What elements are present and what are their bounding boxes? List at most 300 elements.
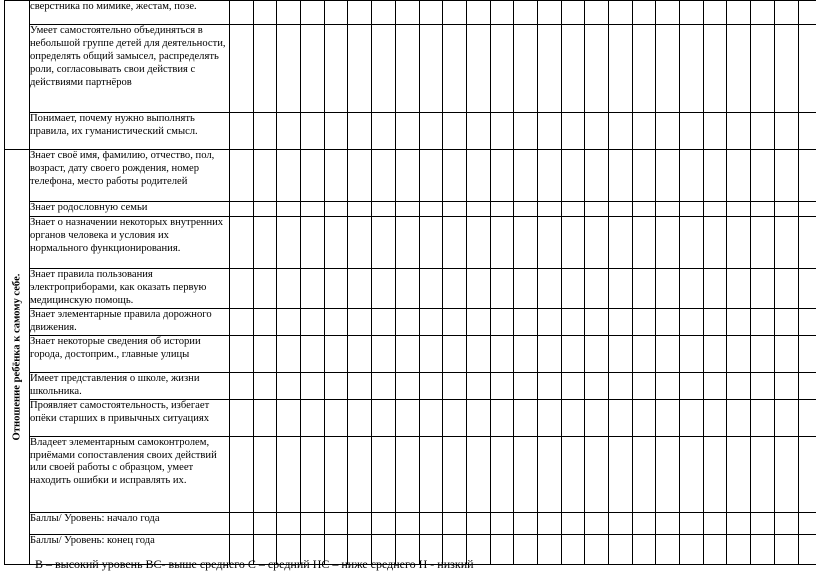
score-cell[interactable]: [751, 25, 775, 113]
score-cell[interactable]: [585, 512, 609, 534]
score-cell[interactable]: [372, 1, 396, 25]
score-cell[interactable]: [514, 269, 538, 309]
score-cell[interactable]: [774, 399, 798, 436]
score-cell[interactable]: [253, 269, 277, 309]
score-cell[interactable]: [656, 436, 680, 512]
score-cell[interactable]: [798, 25, 816, 113]
score-cell[interactable]: [774, 269, 798, 309]
score-cell[interactable]: [253, 202, 277, 217]
score-cell[interactable]: [680, 512, 704, 534]
score-cell[interactable]: [490, 217, 514, 269]
score-cell[interactable]: [490, 269, 514, 309]
score-cell[interactable]: [324, 217, 348, 269]
score-cell[interactable]: [490, 534, 514, 564]
score-cell[interactable]: [277, 202, 301, 217]
score-cell[interactable]: [490, 113, 514, 150]
score-cell[interactable]: [395, 113, 419, 150]
score-cell[interactable]: [609, 25, 633, 113]
score-cell[interactable]: [609, 202, 633, 217]
score-cell[interactable]: [253, 372, 277, 399]
score-cell[interactable]: [632, 202, 656, 217]
score-cell[interactable]: [419, 1, 443, 25]
score-cell[interactable]: [751, 372, 775, 399]
score-cell[interactable]: [680, 372, 704, 399]
score-cell[interactable]: [537, 202, 561, 217]
score-cell[interactable]: [703, 150, 727, 202]
score-cell[interactable]: [561, 534, 585, 564]
score-cell[interactable]: [561, 269, 585, 309]
score-cell[interactable]: [727, 25, 751, 113]
score-cell[interactable]: [324, 309, 348, 336]
score-cell[interactable]: [514, 309, 538, 336]
score-cell[interactable]: [703, 25, 727, 113]
score-cell[interactable]: [751, 399, 775, 436]
score-cell[interactable]: [395, 202, 419, 217]
score-cell[interactable]: [372, 150, 396, 202]
score-cell[interactable]: [253, 399, 277, 436]
score-cell[interactable]: [419, 113, 443, 150]
score-cell[interactable]: [419, 436, 443, 512]
score-cell[interactable]: [751, 269, 775, 309]
score-cell[interactable]: [680, 217, 704, 269]
score-cell[interactable]: [656, 335, 680, 372]
score-cell[interactable]: [443, 372, 467, 399]
score-cell[interactable]: [372, 25, 396, 113]
score-cell[interactable]: [277, 150, 301, 202]
score-cell[interactable]: [798, 150, 816, 202]
score-cell[interactable]: [703, 202, 727, 217]
score-cell[interactable]: [348, 269, 372, 309]
score-cell[interactable]: [656, 113, 680, 150]
score-cell[interactable]: [680, 436, 704, 512]
score-cell[interactable]: [703, 113, 727, 150]
score-cell[interactable]: [585, 150, 609, 202]
score-cell[interactable]: [727, 436, 751, 512]
score-cell[interactable]: [301, 217, 325, 269]
score-cell[interactable]: [727, 1, 751, 25]
score-cell[interactable]: [301, 309, 325, 336]
score-cell[interactable]: [230, 269, 254, 309]
score-cell[interactable]: [348, 335, 372, 372]
score-cell[interactable]: [253, 113, 277, 150]
score-cell[interactable]: [443, 399, 467, 436]
score-cell[interactable]: [301, 113, 325, 150]
score-cell[interactable]: [561, 25, 585, 113]
score-cell[interactable]: [466, 512, 490, 534]
score-cell[interactable]: [324, 269, 348, 309]
score-cell[interactable]: [372, 309, 396, 336]
score-cell[interactable]: [798, 113, 816, 150]
score-cell[interactable]: [632, 150, 656, 202]
score-cell[interactable]: [253, 217, 277, 269]
score-cell[interactable]: [395, 512, 419, 534]
score-cell[interactable]: [490, 25, 514, 113]
score-cell[interactable]: [703, 269, 727, 309]
score-cell[interactable]: [585, 399, 609, 436]
score-cell[interactable]: [751, 1, 775, 25]
score-cell[interactable]: [443, 25, 467, 113]
score-cell[interactable]: [419, 217, 443, 269]
score-cell[interactable]: [348, 202, 372, 217]
score-cell[interactable]: [372, 217, 396, 269]
score-cell[interactable]: [798, 512, 816, 534]
score-cell[interactable]: [585, 309, 609, 336]
score-cell[interactable]: [419, 25, 443, 113]
score-cell[interactable]: [419, 309, 443, 336]
score-cell[interactable]: [632, 25, 656, 113]
score-cell[interactable]: [703, 534, 727, 564]
score-cell[interactable]: [703, 335, 727, 372]
score-cell[interactable]: [537, 269, 561, 309]
score-cell[interactable]: [609, 1, 633, 25]
score-cell[interactable]: [609, 372, 633, 399]
score-cell[interactable]: [656, 372, 680, 399]
score-cell[interactable]: [537, 150, 561, 202]
score-cell[interactable]: [680, 534, 704, 564]
score-cell[interactable]: [372, 113, 396, 150]
score-cell[interactable]: [301, 150, 325, 202]
score-cell[interactable]: [537, 335, 561, 372]
score-cell[interactable]: [514, 150, 538, 202]
score-cell[interactable]: [514, 512, 538, 534]
score-cell[interactable]: [680, 399, 704, 436]
score-cell[interactable]: [798, 399, 816, 436]
score-cell[interactable]: [372, 202, 396, 217]
score-cell[interactable]: [798, 202, 816, 217]
score-cell[interactable]: [537, 512, 561, 534]
score-cell[interactable]: [348, 150, 372, 202]
score-cell[interactable]: [230, 309, 254, 336]
score-cell[interactable]: [490, 436, 514, 512]
score-cell[interactable]: [443, 309, 467, 336]
score-cell[interactable]: [348, 399, 372, 436]
score-cell[interactable]: [774, 217, 798, 269]
score-cell[interactable]: [419, 335, 443, 372]
score-cell[interactable]: [703, 309, 727, 336]
score-cell[interactable]: [798, 1, 816, 25]
score-cell[interactable]: [774, 150, 798, 202]
score-cell[interactable]: [656, 534, 680, 564]
score-cell[interactable]: [774, 309, 798, 336]
score-cell[interactable]: [632, 309, 656, 336]
score-cell[interactable]: [727, 113, 751, 150]
score-cell[interactable]: [727, 399, 751, 436]
score-cell[interactable]: [466, 150, 490, 202]
score-cell[interactable]: [656, 217, 680, 269]
score-cell[interactable]: [609, 309, 633, 336]
score-cell[interactable]: [680, 335, 704, 372]
score-cell[interactable]: [230, 399, 254, 436]
score-cell[interactable]: [632, 335, 656, 372]
score-cell[interactable]: [395, 436, 419, 512]
score-cell[interactable]: [395, 309, 419, 336]
score-cell[interactable]: [277, 309, 301, 336]
score-cell[interactable]: [230, 512, 254, 534]
score-cell[interactable]: [443, 150, 467, 202]
score-cell[interactable]: [751, 113, 775, 150]
score-cell[interactable]: [301, 25, 325, 113]
score-cell[interactable]: [656, 25, 680, 113]
score-cell[interactable]: [466, 25, 490, 113]
score-cell[interactable]: [419, 202, 443, 217]
score-cell[interactable]: [585, 436, 609, 512]
score-cell[interactable]: [585, 202, 609, 217]
score-cell[interactable]: [395, 1, 419, 25]
score-cell[interactable]: [680, 269, 704, 309]
score-cell[interactable]: [585, 217, 609, 269]
score-cell[interactable]: [609, 113, 633, 150]
score-cell[interactable]: [301, 335, 325, 372]
score-cell[interactable]: [680, 1, 704, 25]
score-cell[interactable]: [774, 512, 798, 534]
score-cell[interactable]: [537, 25, 561, 113]
score-cell[interactable]: [490, 202, 514, 217]
score-cell[interactable]: [751, 150, 775, 202]
score-cell[interactable]: [277, 335, 301, 372]
score-cell[interactable]: [301, 399, 325, 436]
score-cell[interactable]: [609, 269, 633, 309]
score-cell[interactable]: [277, 25, 301, 113]
score-cell[interactable]: [798, 372, 816, 399]
score-cell[interactable]: [253, 335, 277, 372]
score-cell[interactable]: [656, 399, 680, 436]
score-cell[interactable]: [324, 436, 348, 512]
score-cell[interactable]: [727, 512, 751, 534]
score-cell[interactable]: [632, 512, 656, 534]
score-cell[interactable]: [301, 512, 325, 534]
score-cell[interactable]: [680, 25, 704, 113]
score-cell[interactable]: [774, 202, 798, 217]
score-cell[interactable]: [395, 372, 419, 399]
score-cell[interactable]: [798, 534, 816, 564]
score-cell[interactable]: [277, 217, 301, 269]
score-cell[interactable]: [395, 150, 419, 202]
score-cell[interactable]: [277, 269, 301, 309]
score-cell[interactable]: [230, 1, 254, 25]
score-cell[interactable]: [253, 512, 277, 534]
score-cell[interactable]: [727, 534, 751, 564]
score-cell[interactable]: [632, 534, 656, 564]
score-cell[interactable]: [348, 113, 372, 150]
score-cell[interactable]: [632, 1, 656, 25]
score-cell[interactable]: [774, 534, 798, 564]
score-cell[interactable]: [372, 436, 396, 512]
score-cell[interactable]: [537, 436, 561, 512]
score-cell[interactable]: [727, 202, 751, 217]
score-cell[interactable]: [774, 25, 798, 113]
score-cell[interactable]: [680, 202, 704, 217]
score-cell[interactable]: [348, 217, 372, 269]
score-cell[interactable]: [324, 150, 348, 202]
score-cell[interactable]: [585, 372, 609, 399]
score-cell[interactable]: [466, 309, 490, 336]
score-cell[interactable]: [585, 1, 609, 25]
score-cell[interactable]: [703, 1, 727, 25]
score-cell[interactable]: [632, 113, 656, 150]
score-cell[interactable]: [561, 309, 585, 336]
score-cell[interactable]: [372, 512, 396, 534]
score-cell[interactable]: [466, 202, 490, 217]
score-cell[interactable]: [301, 269, 325, 309]
score-cell[interactable]: [514, 25, 538, 113]
score-cell[interactable]: [348, 1, 372, 25]
score-cell[interactable]: [230, 202, 254, 217]
score-cell[interactable]: [585, 534, 609, 564]
score-cell[interactable]: [537, 534, 561, 564]
score-cell[interactable]: [324, 335, 348, 372]
score-cell[interactable]: [490, 372, 514, 399]
score-cell[interactable]: [656, 269, 680, 309]
score-cell[interactable]: [324, 113, 348, 150]
score-cell[interactable]: [277, 113, 301, 150]
score-cell[interactable]: [348, 309, 372, 336]
score-cell[interactable]: [277, 512, 301, 534]
score-cell[interactable]: [324, 372, 348, 399]
score-cell[interactable]: [727, 335, 751, 372]
score-cell[interactable]: [561, 1, 585, 25]
score-cell[interactable]: [466, 372, 490, 399]
score-cell[interactable]: [372, 399, 396, 436]
score-cell[interactable]: [324, 1, 348, 25]
score-cell[interactable]: [277, 399, 301, 436]
score-cell[interactable]: [514, 1, 538, 25]
score-cell[interactable]: [443, 335, 467, 372]
score-cell[interactable]: [609, 335, 633, 372]
score-cell[interactable]: [751, 512, 775, 534]
score-cell[interactable]: [774, 113, 798, 150]
score-cell[interactable]: [609, 534, 633, 564]
score-cell[interactable]: [301, 202, 325, 217]
score-cell[interactable]: [609, 436, 633, 512]
score-cell[interactable]: [253, 436, 277, 512]
score-cell[interactable]: [609, 399, 633, 436]
score-cell[interactable]: [443, 269, 467, 309]
score-cell[interactable]: [514, 217, 538, 269]
score-cell[interactable]: [561, 399, 585, 436]
score-cell[interactable]: [490, 150, 514, 202]
score-cell[interactable]: [798, 217, 816, 269]
score-cell[interactable]: [443, 202, 467, 217]
score-cell[interactable]: [419, 399, 443, 436]
score-cell[interactable]: [324, 399, 348, 436]
score-cell[interactable]: [466, 436, 490, 512]
score-cell[interactable]: [585, 335, 609, 372]
score-cell[interactable]: [324, 25, 348, 113]
score-cell[interactable]: [514, 202, 538, 217]
score-cell[interactable]: [774, 1, 798, 25]
score-cell[interactable]: [253, 150, 277, 202]
score-cell[interactable]: [490, 335, 514, 372]
score-cell[interactable]: [443, 1, 467, 25]
score-cell[interactable]: [301, 436, 325, 512]
score-cell[interactable]: [680, 113, 704, 150]
score-cell[interactable]: [230, 150, 254, 202]
score-cell[interactable]: [466, 269, 490, 309]
score-cell[interactable]: [561, 150, 585, 202]
score-cell[interactable]: [656, 150, 680, 202]
score-cell[interactable]: [561, 202, 585, 217]
score-cell[interactable]: [395, 217, 419, 269]
score-cell[interactable]: [537, 113, 561, 150]
score-cell[interactable]: [561, 436, 585, 512]
score-cell[interactable]: [561, 512, 585, 534]
score-cell[interactable]: [395, 399, 419, 436]
score-cell[interactable]: [277, 436, 301, 512]
score-cell[interactable]: [443, 436, 467, 512]
score-cell[interactable]: [798, 309, 816, 336]
score-cell[interactable]: [561, 113, 585, 150]
score-cell[interactable]: [324, 512, 348, 534]
score-cell[interactable]: [348, 436, 372, 512]
score-cell[interactable]: [632, 436, 656, 512]
score-cell[interactable]: [301, 1, 325, 25]
score-cell[interactable]: [751, 217, 775, 269]
score-cell[interactable]: [230, 335, 254, 372]
score-cell[interactable]: [798, 436, 816, 512]
score-cell[interactable]: [537, 309, 561, 336]
score-cell[interactable]: [537, 1, 561, 25]
score-cell[interactable]: [585, 25, 609, 113]
score-cell[interactable]: [703, 512, 727, 534]
score-cell[interactable]: [656, 512, 680, 534]
score-cell[interactable]: [632, 269, 656, 309]
score-cell[interactable]: [253, 1, 277, 25]
score-cell[interactable]: [466, 217, 490, 269]
score-cell[interactable]: [230, 217, 254, 269]
score-cell[interactable]: [751, 436, 775, 512]
score-cell[interactable]: [419, 372, 443, 399]
score-cell[interactable]: [751, 309, 775, 336]
score-cell[interactable]: [419, 269, 443, 309]
score-cell[interactable]: [395, 25, 419, 113]
score-cell[interactable]: [372, 372, 396, 399]
score-cell[interactable]: [656, 1, 680, 25]
score-cell[interactable]: [514, 372, 538, 399]
score-cell[interactable]: [490, 309, 514, 336]
score-cell[interactable]: [324, 202, 348, 217]
score-cell[interactable]: [680, 309, 704, 336]
score-cell[interactable]: [490, 512, 514, 534]
score-cell[interactable]: [585, 269, 609, 309]
score-cell[interactable]: [751, 335, 775, 372]
score-cell[interactable]: [419, 512, 443, 534]
score-cell[interactable]: [348, 512, 372, 534]
score-cell[interactable]: [490, 399, 514, 436]
score-cell[interactable]: [537, 399, 561, 436]
score-cell[interactable]: [466, 399, 490, 436]
score-cell[interactable]: [751, 202, 775, 217]
score-cell[interactable]: [680, 150, 704, 202]
score-cell[interactable]: [466, 1, 490, 25]
score-cell[interactable]: [348, 25, 372, 113]
score-cell[interactable]: [656, 309, 680, 336]
score-cell[interactable]: [230, 372, 254, 399]
score-cell[interactable]: [301, 372, 325, 399]
score-cell[interactable]: [419, 150, 443, 202]
score-cell[interactable]: [443, 512, 467, 534]
score-cell[interactable]: [561, 335, 585, 372]
score-cell[interactable]: [230, 436, 254, 512]
score-cell[interactable]: [514, 436, 538, 512]
score-cell[interactable]: [466, 113, 490, 150]
score-cell[interactable]: [727, 309, 751, 336]
score-cell[interactable]: [632, 217, 656, 269]
score-cell[interactable]: [561, 372, 585, 399]
score-cell[interactable]: [774, 436, 798, 512]
score-cell[interactable]: [395, 335, 419, 372]
score-cell[interactable]: [703, 436, 727, 512]
score-cell[interactable]: [632, 399, 656, 436]
